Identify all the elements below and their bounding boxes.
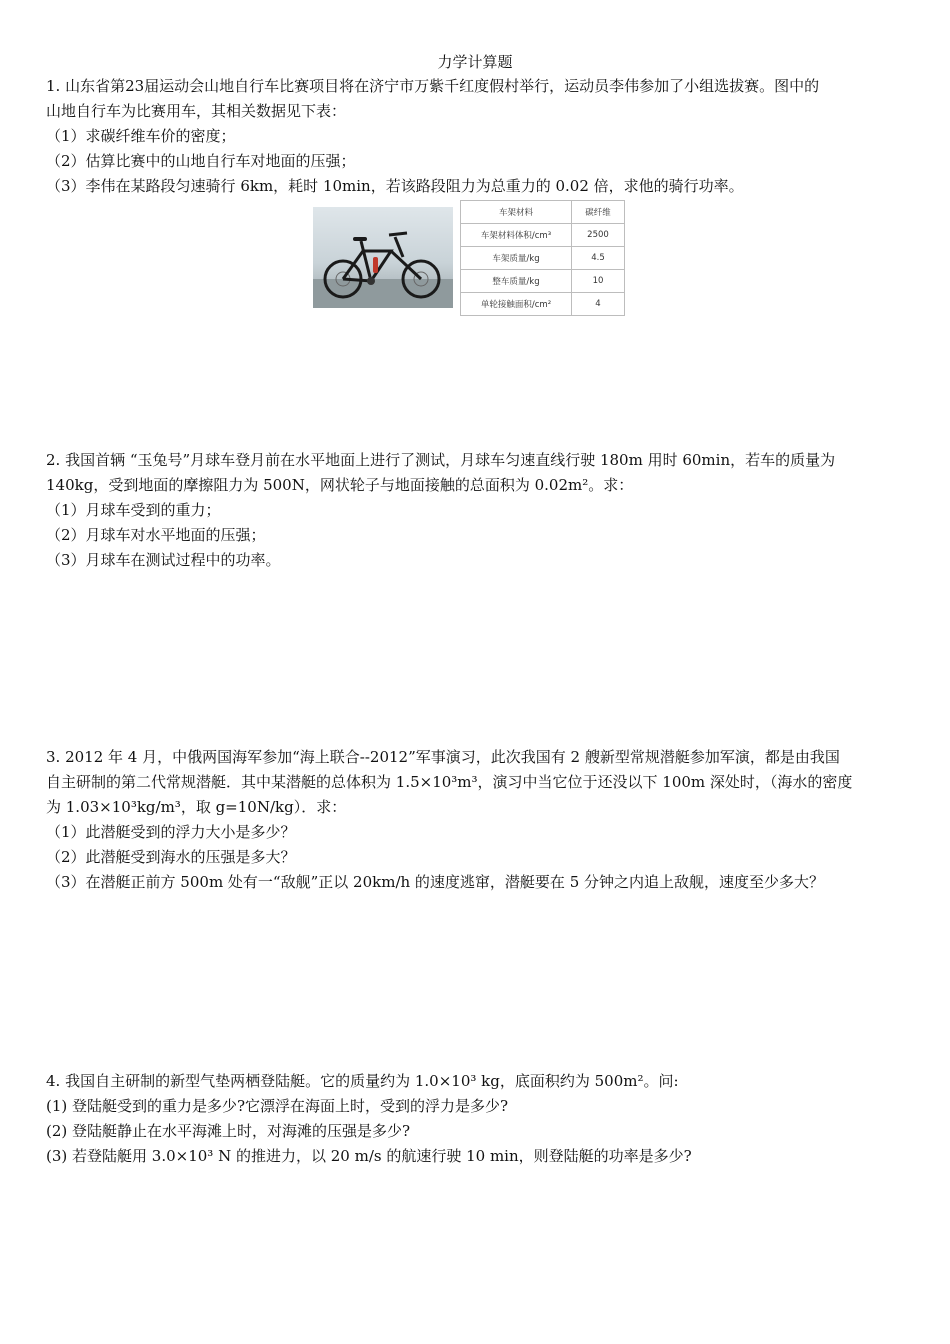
mountain-bike-photo [313,207,453,308]
question-4-part-3: (3) 若登陆艇用 3.0×10³ N 的推进力，以 20 m/s 的航速行驶 10 min，则登陆艇的功率是多少? [46,1147,692,1165]
table-cell-key: 单轮接触面积/cm² [461,293,572,316]
question-2-line-2: 140kg，受到地面的摩擦阻力为 500N，网状轮子与地面接触的总面积为 0.02m²。求： [46,476,634,494]
question-4-line-1: 4. 我国自主研制的新型气垫两栖登陆艇。它的质量约为 1.0×10³ kg，底面积约为 500m²。问: [46,1072,679,1090]
question-3 [46,745,908,895]
question-4-part-2: (2) 登陆艇静止在水平海滩上时，对海滩的压强是多少? [46,1122,411,1140]
table-cell-value: 碳纤维 [572,201,625,224]
table-cell-key: 整车质量/kg [461,270,572,293]
question-1-part-1: （1）求碳纤维车价的密度； [46,127,236,145]
page-title: 力学计算题 [437,53,513,71]
table-row [461,201,625,224]
question-3-line-2: 自主研制的第二代常规潜艇．其中某潜艇的总体积为 1.5×10³m³，演习中当它位于还没以下 100m 深处时，（海水的密度 [46,773,853,791]
question-2-line-1: 2. 我国首辆 “玉兔号”月球车登月前在水平地面上进行了测试，月球车匀速直线行驶 180m 用时 60min，若车的质量为 [46,451,836,469]
table-cell-value: 4 [572,293,625,316]
bike-figure [313,200,631,322]
bike-spec-table [460,200,625,316]
question-4 [46,1069,908,1169]
table-row [461,224,625,247]
question-4-part-1: (1) 登陆艇受到的重力是多少?它漂浮在海面上时，受到的浮力是多少? [46,1097,509,1115]
question-3-part-1: （1）此潜艇受到的浮力大小是多少？ [46,823,296,841]
table-row [461,247,625,270]
table-cell-key: 车架材料 [461,201,572,224]
question-1-part-2: （2）估算比赛中的山地自行车对地面的压强； [46,152,356,170]
question-1-line-2: 山地自行车为比赛用车，其相关数据见下表： [46,102,347,120]
question-3-part-3: （3）在潜艇正前方 500m 处有一“敌舰”正以 20km/h 的速度逃窜，潜艇要在 5 分钟之内追上敌舰，速度至少多大？ [46,873,825,891]
table-cell-value: 10 [572,270,625,293]
question-3-line-3: 为 1.03×10³kg/m³，取 g=10N/kg）．求： [46,798,347,816]
question-2-part-2: （2）月球车对水平地面的压强； [46,526,266,544]
question-1-part-3: （3）李伟在某路段匀速骑行 6km，耗时 10min，若该路段阻力为总重力的 0.02 倍，求他的骑行功率。 [46,177,744,195]
question-1 [46,74,908,199]
question-2 [46,448,908,573]
table-cell-value: 2500 [572,224,625,247]
table-cell-key: 车架材料体积/cm³ [461,224,572,247]
question-2-part-3: （3）月球车在测试过程中的功率。 [46,551,281,569]
question-3-line-1: 3. 2012 年 4 月，中俄两国海军参加“海上联合--2012”军事演习，此次我国有 2 艘新型常规潜艇参加军演，都是由我国 [46,748,840,766]
table-cell-key: 车架质量/kg [461,247,572,270]
question-2-part-1: （1）月球车受到的重力； [46,501,221,519]
question-1-line-1: 1. 山东省第23届运动会山地自行车比赛项目将在济宁市万紫千红度假村举行，运动员李伟参加了小组选拔赛。图中的 [46,77,820,95]
table-row [461,293,625,316]
table-row [461,270,625,293]
question-3-part-2: （2）此潜艇受到海水的压强是多大？ [46,848,296,866]
table-cell-value: 4.5 [572,247,625,270]
